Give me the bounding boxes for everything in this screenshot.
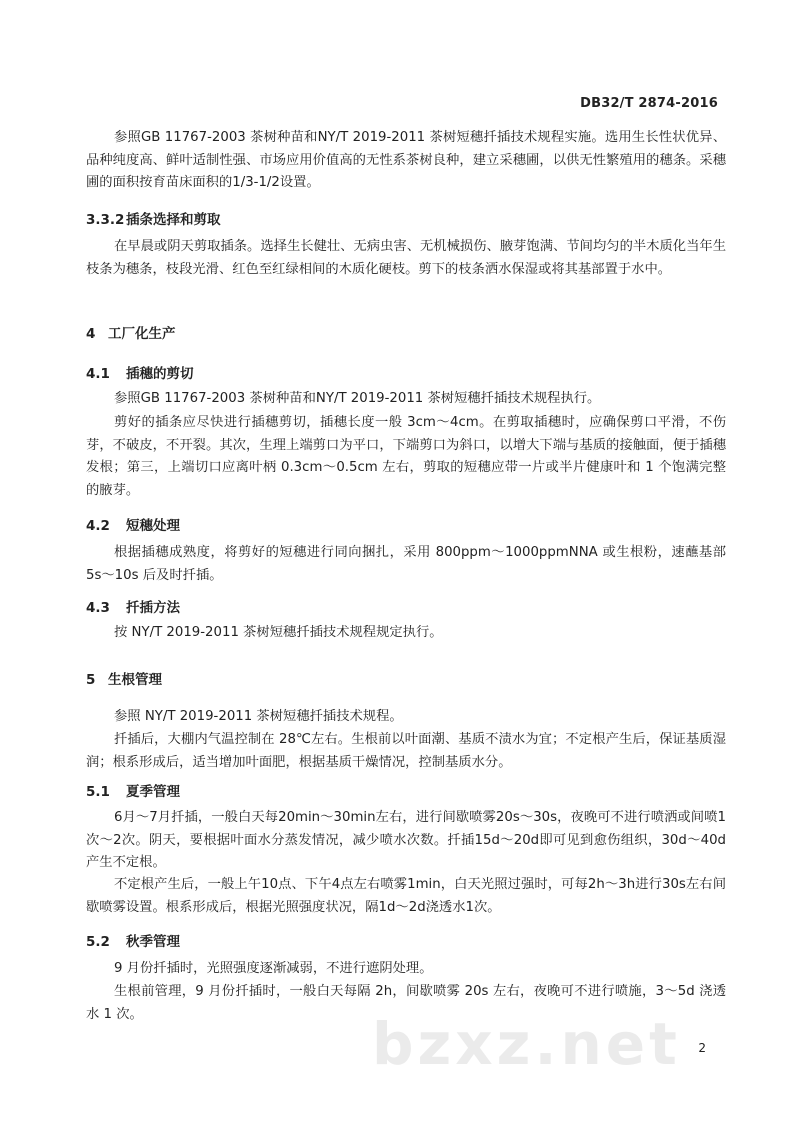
heading-5-1	[86, 780, 180, 800]
paragraph-3-3-2: 在早晨或阴天剪取插条。选择生长健壮、无病虫害、无机械损伤、腋芽饱满、节间均匀的半木质化当年生枝条为穗条，枝段光滑、红色至红绿相间的木质化硬枝。剪下的枝条洒水保湿或将其基部置于水中。	[86, 239, 726, 277]
heading-3-3-2	[86, 208, 221, 228]
paragraph-5-1-a: 6月～7月扦插，一般白天每20min～30min左右，进行间歇喷雾20s～30s，夜晚可不进行喷洒或间喷1次～2次。阴天，要根据叶面水分蒸发情况，减少喷水次数。扦插15d～20d即可见到愈伤组织，30d～40d 产生不定根。	[86, 810, 726, 870]
paragraph-4-1-a: 参照GB 11767-2003 茶树种苗和NY/T 2019-2011 茶树短穗扦插技术规程执行。	[114, 391, 601, 406]
heading-number: 4.2	[86, 518, 110, 534]
heading-4-1	[86, 362, 194, 382]
watermark: bzxz.net	[372, 1010, 681, 1078]
heading-number: 4.1	[86, 366, 110, 382]
heading-number: 5	[86, 672, 96, 688]
heading-4-2	[86, 514, 180, 534]
paragraph-5-1-b: 不定根产生后，一般上午10点、下午4点左右喷雾1min，白天光照过强时，可每2h～3h进行30s左右间歇喷雾设置。根系形成后，根据光照强度状况，隔1d～2d浇透水1次。	[86, 877, 726, 915]
heading-title: 扦插方法	[126, 600, 180, 616]
paragraph-intro: 参照GB 11767-2003 茶树种苗和NY/T 2019-2011 茶树短穗扦插技术规程实施。选用生长性状优异、品种纯度高、鲜叶适制性强、市场应用价值高的无性系茶树良种，建立采穗圃，以供无性繁殖用的穗条。采穗圃的面积按育苗床面积的1/3-1/2设置。	[86, 130, 726, 190]
document-code: DB32/T 2874-2016	[580, 96, 718, 111]
heading-number: 3.3.2	[86, 212, 125, 228]
paragraph-5-2-b: 生根前管理，9 月份扦插时，一般白天每隔 2h，间歇喷雾 20s 左右，夜晚可不进行喷施，3～5d 浇透水 1 次。	[86, 984, 726, 1022]
heading-title: 插条选择和剪取	[126, 212, 221, 228]
heading-title: 工厂化生产	[108, 326, 176, 342]
heading-number: 5.2	[86, 934, 110, 950]
heading-4	[86, 322, 176, 342]
heading-number: 5.1	[86, 784, 110, 800]
heading-title: 短穗处理	[126, 518, 180, 534]
heading-number: 4.3	[86, 600, 110, 616]
paragraph-5-a: 参照 NY/T 2019-2011 茶树短穗扦插技术规程。	[114, 709, 403, 724]
heading-title: 插穗的剪切	[126, 366, 194, 382]
heading-title: 生根管理	[108, 672, 162, 688]
heading-4-3	[86, 596, 180, 616]
paragraph-4-1-b: 剪好的插条应尽快进行插穗剪切，插穗长度一般 3cm～4cm。在剪取插穗时，应确保剪口平滑，不伤芽，不破皮，不开裂。其次，生理上端剪口为平口，下端剪口为斜口，以增大下端与基质的接触面，便于插穗发根；第三，上端切口应离叶柄 0.3cm～0.5cm 左右，剪取的短穗应带一片或半片健康叶和 1 个饱满完整的腋芽。	[86, 415, 726, 498]
paragraph-5-2-a: 9 月份扦插时，光照强度逐渐减弱，不进行遮阴处理。	[114, 961, 433, 976]
heading-number: 4	[86, 326, 96, 342]
heading-title: 夏季管理	[126, 784, 180, 800]
paragraph-4-3: 按 NY/T 2019-2011 茶树短穗扦插技术规程规定执行。	[114, 625, 443, 640]
page-number: 2	[698, 1041, 706, 1055]
heading-5-2	[86, 930, 180, 950]
paragraph-5-b: 扦插后，大棚内气温控制在 28℃左右。生根前以叶面潮、基质不渍水为宜；不定根产生后，保证基质湿润；根系形成后，适当增加叶面肥，根据基质干燥情况，控制基质水分。	[86, 732, 726, 770]
heading-5	[86, 668, 162, 688]
heading-title: 秋季管理	[126, 934, 180, 950]
paragraph-4-2: 根据插穗成熟度，将剪好的短穗进行同向捆扎，采用 800ppm～1000ppmNNA 或生根粉，速蘸基部 5s～10s 后及时扦插。	[86, 545, 726, 583]
